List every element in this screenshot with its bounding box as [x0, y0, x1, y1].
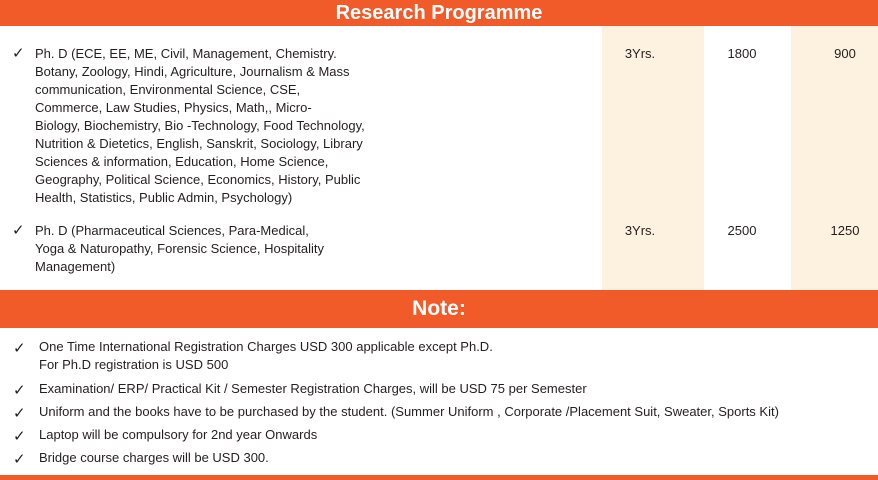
research-programme-header: Research Programme	[0, 0, 878, 26]
note-item	[39, 403, 779, 421]
programme-line: Ph. D (ECE, EE, ME, Civil, Management, Chemistry.	[35, 46, 337, 61]
note-line: One Time International Registration Charges USD 300 applicable except Ph.D.	[39, 339, 493, 354]
note-item	[39, 380, 587, 398]
bottom-accent-bar	[0, 475, 878, 480]
check-icon: ✓	[13, 451, 26, 468]
programme-line: Ph. D (Pharmaceutical Sciences, Para-Medical,	[35, 223, 309, 238]
programme-line: Yoga & Naturopathy, Forensic Science, Hospitality	[35, 241, 325, 256]
check-icon: ✓	[13, 428, 26, 445]
note-line: Bridge course charges will be USD 300.	[39, 450, 269, 465]
note-line: Examination/ ERP/ Practical Kit / Semester Registration Charges, will be USD 75 per Semester	[39, 381, 587, 396]
check-icon: ✓	[13, 405, 26, 422]
check-icon: ✓	[12, 222, 25, 239]
check-icon: ✓	[12, 45, 25, 62]
note-item	[39, 338, 493, 374]
check-icon: ✓	[13, 382, 26, 399]
programme-line: Biology, Biochemistry, Bio -Technology, Food Technology,	[35, 118, 365, 133]
programme-line: Botany, Zoology, Hindi, Agriculture, Journalism & Mass	[35, 64, 350, 79]
note-header: Note:	[0, 290, 878, 328]
programme-line: Sciences & information, Education, Home Science,	[35, 154, 329, 169]
fee-column-shade	[791, 26, 878, 290]
note-item	[39, 449, 269, 467]
programme-description	[35, 222, 324, 276]
programme-line: communication, Environmental Science, CSE,	[35, 82, 301, 97]
check-icon: ✓	[13, 340, 26, 357]
duration-column-shade	[602, 26, 704, 290]
note-line: For Ph.D registration is USD 500	[39, 357, 229, 372]
note-line: Uniform and the books have to be purchased by the student. (Summer Uniform , Corporate /Placement Suit, Sweater, Sports Kit)	[39, 404, 779, 419]
programme-fee-2: 1250	[830, 223, 860, 238]
programme-description	[35, 45, 365, 207]
programme-duration: 3Yrs.	[624, 46, 656, 61]
programme-line: Geography, Political Science, Economics, History, Public	[35, 172, 361, 187]
note-item	[39, 426, 317, 444]
programme-line: Health, Statistics, Public Admin, Psychology)	[35, 190, 293, 205]
programme-duration: 3Yrs.	[624, 223, 656, 238]
programme-line: Management)	[35, 259, 116, 274]
note-line: Laptop will be compulsory for 2nd year Onwards	[39, 427, 318, 442]
programme-line: Nutrition & Dietetics, English, Sanskrit, Sociology, Library	[35, 136, 363, 151]
programme-line: Commerce, Law Studies, Physics, Math,, Micro-	[35, 100, 312, 115]
programme-fee-2: 900	[834, 46, 856, 61]
programme-fee-1: 1800	[727, 46, 757, 61]
programme-fee-1: 2500	[727, 223, 757, 238]
